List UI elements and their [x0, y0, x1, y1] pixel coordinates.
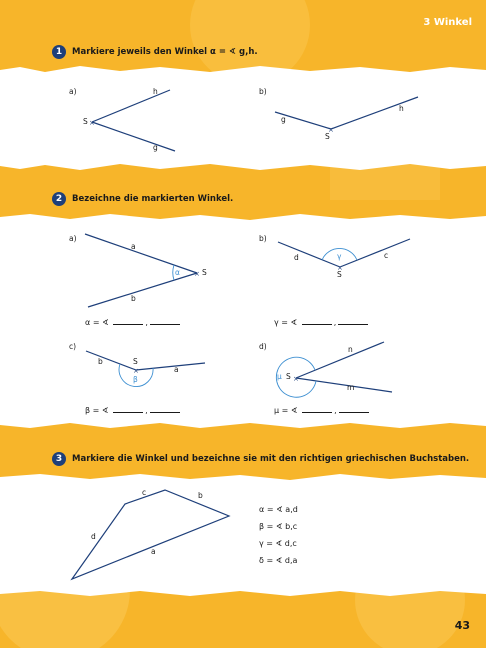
task-3-relation-delta: δ = ∢ d,a — [259, 556, 298, 565]
task-2b-answer-prefix: γ = ∢ — [274, 318, 298, 327]
task-3-side-a: a — [151, 547, 156, 556]
page-number: 43 — [454, 619, 470, 632]
task-2d-greek: μ — [277, 372, 282, 381]
task-1-header — [52, 45, 258, 59]
task-2c-label-b: b — [98, 357, 103, 366]
task-2-header — [52, 192, 233, 206]
task-3-instruction: Markiere die Winkel und bezeichne sie mit den richtigen griechischen Buchstaben. — [72, 454, 470, 464]
task-2a-blank-1[interactable] — [113, 318, 143, 325]
task-1b-tag: b) — [259, 87, 267, 96]
task-1-paper — [0, 64, 486, 172]
task-2a-vertex-mark: × — [194, 270, 200, 278]
task-1a-label-h: h — [153, 87, 158, 96]
chapter-title: 3 Winkel — [423, 17, 472, 28]
task-2-number: 2 — [52, 192, 66, 206]
task-2c-blank-1[interactable] — [113, 406, 143, 413]
task-3-relation-beta: β = ∢ b,c — [259, 522, 298, 531]
task-2c-vertex: S — [133, 357, 138, 366]
task-2d-label-n: n — [348, 345, 353, 354]
task-1b-label-h: h — [399, 104, 404, 113]
task-2-instruction: Bezeichne die markierten Winkel. — [72, 194, 234, 204]
task-2b-greek: γ — [337, 252, 342, 261]
task-2b-tag: b) — [259, 234, 267, 243]
task-2-paper — [0, 212, 486, 430]
task-2c-blank-2[interactable] — [150, 406, 180, 413]
task-3-side-d: d — [91, 532, 96, 541]
task-2c-answer[interactable]: β = ∢ , — [85, 406, 182, 415]
task-2d-tag: d) — [259, 342, 267, 351]
task-1-number: 1 — [52, 45, 66, 59]
task-2d-blank-1[interactable] — [302, 406, 332, 413]
task-2a-label-a: a — [131, 242, 136, 251]
task-2d-vertex-mark: × — [293, 375, 299, 383]
task-1b-label-g: g — [281, 115, 286, 124]
task-2d-label-m: m — [347, 383, 355, 392]
task-2b-vertex-mark: × — [337, 264, 343, 272]
task-2d-vertex: S — [286, 372, 291, 381]
task-2a-greek: α — [175, 268, 180, 277]
task-1a-vertex: S — [83, 117, 88, 126]
task-3-relation-alpha: α = ∢ a,d — [259, 505, 298, 514]
task-2a-label-b: b — [131, 294, 136, 303]
task-1a-label-g: g — [153, 143, 158, 152]
task-2c-answer-prefix: β = ∢ — [85, 406, 109, 415]
task-2d-blank-2[interactable] — [339, 406, 369, 413]
task-3-number: 3 — [52, 452, 66, 466]
task-3-header — [52, 452, 469, 466]
task-3-side-b: b — [198, 491, 203, 500]
task-2a-blank-2[interactable] — [150, 318, 180, 325]
task-2a-vertex: S — [202, 268, 207, 277]
task-2c-greek: β — [133, 375, 138, 384]
task-2d-answer[interactable]: μ = ∢ , — [274, 406, 371, 415]
task-2c-vertex-mark: × — [133, 367, 139, 375]
task-2b-answer[interactable]: γ = ∢ , — [274, 318, 370, 327]
task-2c-tag: c) — [69, 342, 77, 351]
task-2a-answer[interactable]: α = ∢ , — [85, 318, 182, 327]
task-1a-tag: a) — [69, 87, 77, 96]
task-2b-label-c: c — [384, 251, 389, 260]
task-1-instruction: Markiere jeweils den Winkel α = ∢ g,h. — [72, 47, 258, 57]
task-2a-tag: a) — [69, 234, 77, 243]
task-2b-blank-1[interactable] — [302, 318, 332, 325]
task-2c-label-a: a — [174, 365, 179, 374]
task-1b-vertex: S — [325, 132, 330, 141]
task-1a-vertex-mark: × — [89, 119, 95, 127]
task-2a-answer-prefix: α = ∢ — [85, 318, 109, 327]
task-2b-blank-2[interactable] — [338, 318, 368, 325]
task-2b-vertex: S — [337, 270, 342, 279]
task-3-paper — [0, 472, 486, 598]
task-3-side-c: c — [142, 488, 147, 497]
task-1b-vertex-mark: × — [328, 126, 334, 134]
task-3-relation-gamma: γ = ∢ d,c — [259, 539, 297, 548]
task-2d-answer-prefix: μ = ∢ — [274, 406, 298, 415]
task-2b-label-d: d — [294, 253, 299, 262]
